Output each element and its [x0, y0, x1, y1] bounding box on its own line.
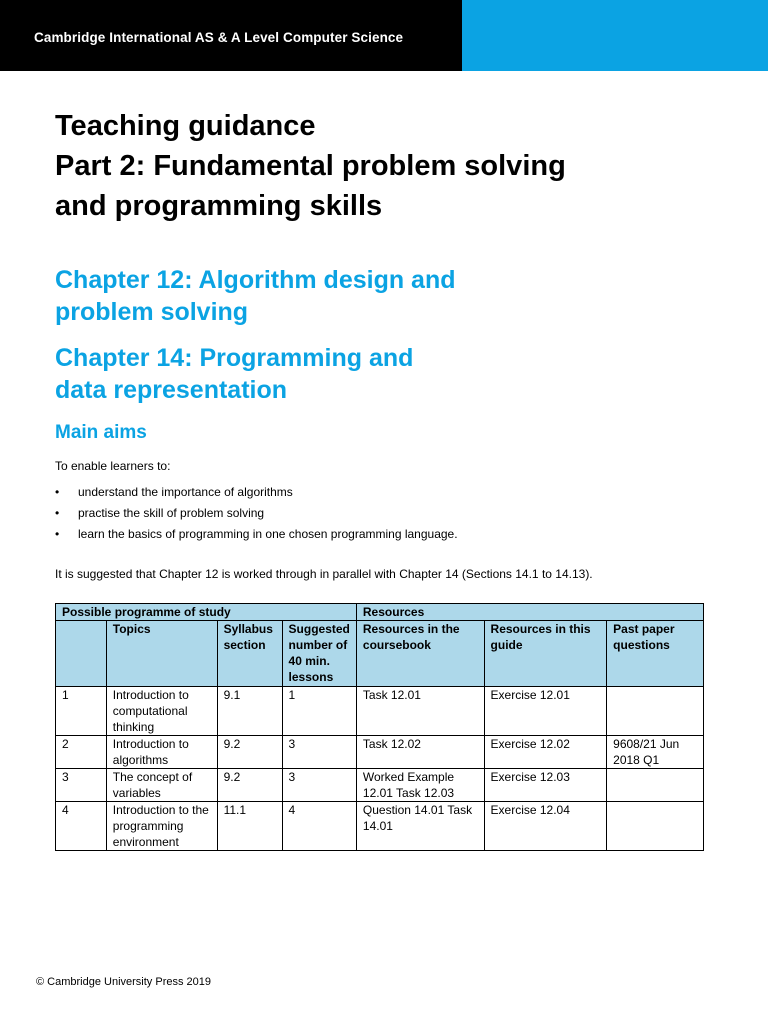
cell-guide: Exercise 12.01 — [484, 687, 607, 736]
cell-topic: Introduction to the programming environment — [106, 802, 217, 851]
cell-number: 4 — [56, 802, 107, 851]
cell-lessons: 3 — [282, 769, 356, 802]
cell-lessons: 3 — [282, 736, 356, 769]
list-item — [55, 481, 458, 502]
column-header-number — [56, 621, 107, 687]
column-header-coursebook: Resources in the coursebook — [356, 621, 484, 687]
cell-guide: Exercise 12.03 — [484, 769, 607, 802]
column-header-guide: Resources in this guide — [484, 621, 607, 687]
cell-number: 1 — [56, 687, 107, 736]
title-line-1: Teaching guidance — [55, 110, 316, 142]
header-bar — [0, 0, 768, 71]
main-aims-intro: To enable learners to: — [55, 459, 171, 473]
cell-syllabus: 9.2 — [217, 736, 282, 769]
cell-number: 3 — [56, 769, 107, 802]
table-row — [56, 802, 704, 851]
bullet-icon: • — [55, 526, 60, 541]
page-title — [55, 106, 566, 226]
cell-coursebook: Worked Example 12.01 Task 12.03 — [356, 769, 484, 802]
column-header-lessons: Suggested number of 40 min. lessons — [282, 621, 356, 687]
group-header-programme: Possible programme of study — [56, 604, 357, 621]
bullet-text: understand the importance of algorithms — [78, 484, 293, 499]
group-header-resources: Resources — [356, 604, 703, 621]
suggestion-text: It is suggested that Chapter 12 is worked through in parallel with Chapter 14 (Sections 14.1 to 14.13). — [55, 567, 593, 581]
cell-coursebook: Task 12.01 — [356, 687, 484, 736]
list-item — [55, 523, 458, 544]
cell-topic: Introduction to computational thinking — [106, 687, 217, 736]
table-group-header-row — [56, 604, 704, 621]
cell-coursebook: Question 14.01 Task 14.01 — [356, 802, 484, 851]
list-item — [55, 502, 458, 523]
cell-past-paper — [607, 769, 704, 802]
table-row — [56, 687, 704, 736]
programme-table — [55, 603, 704, 851]
cell-coursebook: Task 12.02 — [356, 736, 484, 769]
title-line-3: and programming skills — [55, 190, 383, 222]
cell-lessons: 1 — [282, 687, 356, 736]
column-header-topics: Topics — [106, 621, 217, 687]
column-header-syllabus: Syllabus section — [217, 621, 282, 687]
cell-guide: Exercise 12.02 — [484, 736, 607, 769]
bullet-icon: • — [55, 505, 60, 520]
cell-past-paper — [607, 687, 704, 736]
title-line-2: Part 2: Fundamental problem solving — [55, 150, 566, 182]
copyright-footer: © Cambridge University Press 2019 — [36, 976, 212, 988]
chapter-14-line-2: data representation — [55, 376, 288, 404]
chapter-12-heading — [55, 264, 456, 328]
cell-syllabus: 11.1 — [217, 802, 282, 851]
cell-number: 2 — [56, 736, 107, 769]
chapter-12-line-1: Chapter 12: Algorithm design and — [55, 266, 456, 294]
chapter-14-heading — [55, 342, 413, 406]
cell-lessons: 4 — [282, 802, 356, 851]
bullet-text: practise the skill of problem solving — [78, 505, 265, 520]
chapter-14-line-1: Chapter 14: Programming and — [55, 344, 414, 372]
cell-topic: Introduction to algorithms — [106, 736, 217, 769]
main-aims-list — [55, 481, 458, 544]
header-title: Cambridge International AS & A Level Computer Science — [34, 30, 404, 45]
main-aims-heading: Main aims — [55, 422, 147, 443]
chapter-12-line-2: problem solving — [55, 298, 249, 326]
cell-syllabus: 9.1 — [217, 687, 282, 736]
table-row — [56, 769, 704, 802]
bullet-text: learn the basics of programming in one chosen programming language. — [78, 526, 458, 541]
cell-topic: The concept of variables — [106, 769, 217, 802]
cell-syllabus: 9.2 — [217, 769, 282, 802]
cell-guide: Exercise 12.04 — [484, 802, 607, 851]
cell-past-paper: 9608/21 Jun 2018 Q1 — [607, 736, 704, 769]
bullet-icon: • — [55, 484, 60, 499]
column-header-past-papers: Past paper questions — [607, 621, 704, 687]
table-row — [56, 736, 704, 769]
cell-past-paper — [607, 802, 704, 851]
header-blue-block — [462, 0, 768, 71]
table-column-header-row — [56, 621, 704, 687]
